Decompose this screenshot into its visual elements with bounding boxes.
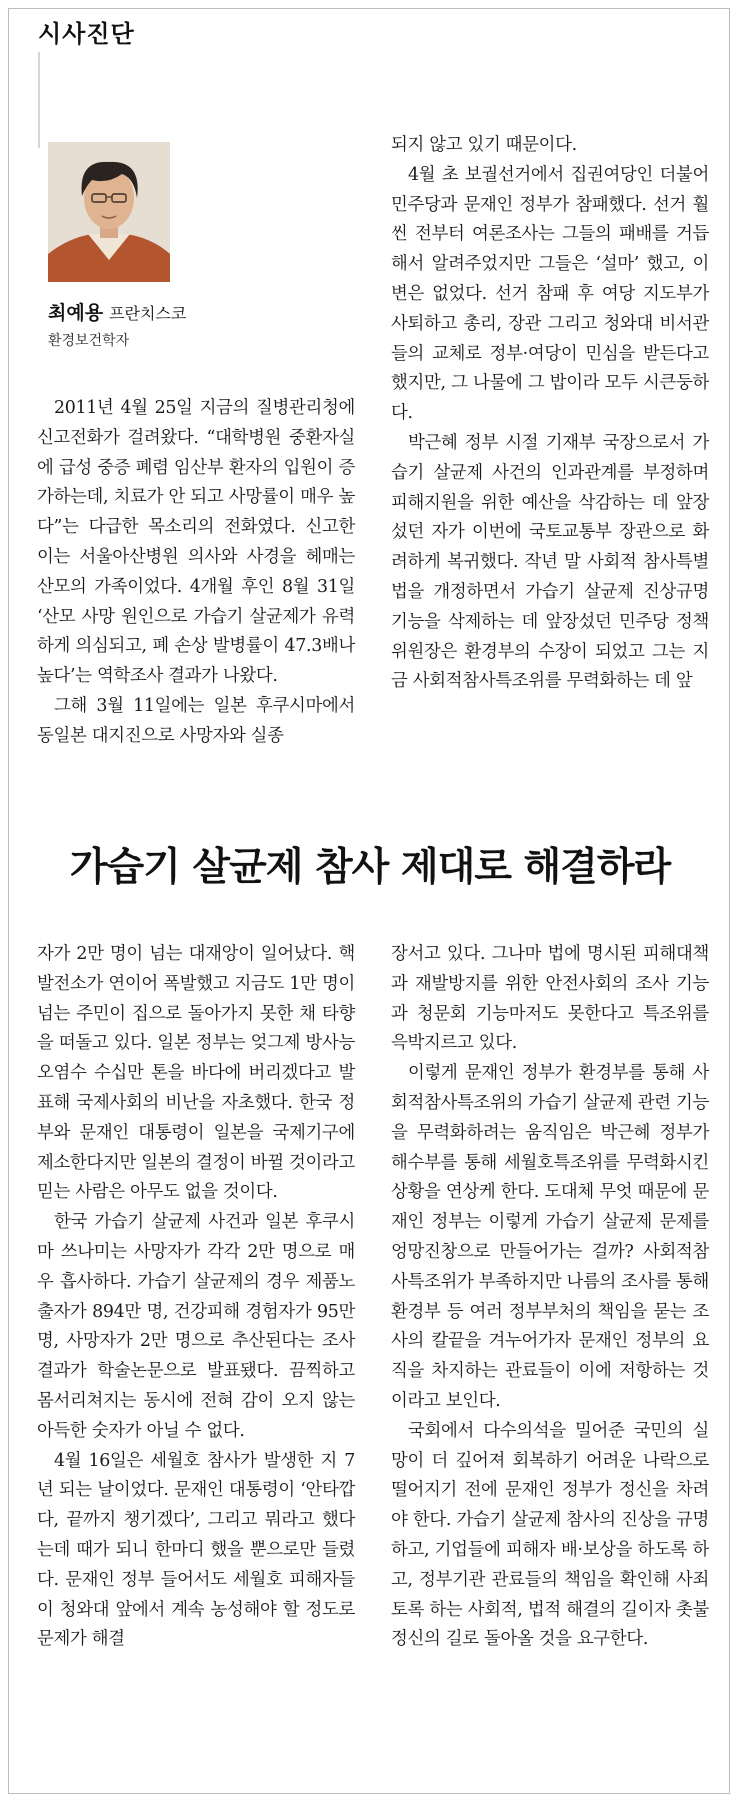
paragraph: 장서고 있다. 그나마 법에 명시된 피해대책과 재발방지를 위한 안전사회의 조사 기능과 청문회 기능마저도 못한다고 특조위를 윽박지르고 있다. [391, 944, 709, 1054]
paragraph: 국회에서 다수의석을 밀어준 국민의 실망이 더 깊어져 회복하기 어려운 나락으로 떨어지기 전에 문재인 정부가 정신을 차려야 한다. 가습기 살균제 참사의 진상을 규명하고, 기업들에 피해자 배·보상을 하도록 하고, 정부기관 관료들의 책임을 확인해 사죄토록 하는 사회적, 법적 해결의 길이자 촛불 정신의 길로 돌아올 것을 요구한다. [391, 1420, 709, 1650]
paragraph: 4월 초 보궐선거에서 집권여당인 더불어민주당과 문재인 정부가 참패했다. 선거 훨씬 전부터 여론조사는 그들의 패배를 거듭해서 알려주었지만 그들은 ‘설마’ 했고, 이변은 없었다. 선거 참패 후 여당 지도부가 사퇴하고 총리, 장관 그리고 청와대 비서관들의 교체로 정부·여당이 민심을 받든다고 했지만, 그 나물에 그 밥이라 모두 시큰둥하다. [391, 164, 709, 424]
article-column-1 [37, 394, 355, 752]
article-column-4 [391, 940, 709, 1655]
paragraph: 4월 16일은 세월호 참사가 발생한 지 7년 되는 날이었다. 문재인 대통령이 ‘안타깝다, 끝까지 챙기겠다’, 그리고 뭐라고 했다는데 때가 되니 한마디 했을 뿐으로만 들렸다. 문재인 정부 들어서도 세월호 피해자들이 청와대 앞에서 계속 농성해야 할 정도로 문제가 해결 [37, 1450, 355, 1650]
author-title: 환경보건학자 [48, 333, 130, 349]
divider [38, 52, 40, 148]
author-photo [48, 142, 170, 282]
paragraph: 되지 않고 있기 때문이다. [391, 135, 577, 155]
author-portrait-icon [48, 142, 170, 282]
headline: 가습기 살균제 참사 제대로 해결하라 [69, 844, 671, 890]
paragraph: 자가 2만 명이 넘는 대재앙이 일어났다. 핵발전소가 연이어 폭발했고 지금도 1만 명이 넘는 주민이 집으로 돌아가지 못한 채 타향을 떠돌고 있다. 일본 정부는 엊그제 방사능 오염수 수십만 톤을 바다에 버리겠다고 발표해 국제사회의 비난을 자초했다. 한국 정부와 문재인 대통령이 일본을 국제기구에 제소한다지만 일본의 결정이 바뀔 것이라고 믿는 사람은 아무도 없을 것이다. [37, 944, 355, 1203]
article-column-2 [391, 131, 709, 697]
section-label: 시사진단 [38, 20, 135, 48]
paragraph: 한국 가습기 살균제 사건과 일본 후쿠시마 쓰나미는 사망자가 각각 2만 명으로 매우 흡사하다. 가습기 살균제의 경우 제품노출자가 894만 명, 건강피해 경험자가 95만 명, 사망자가 2만 명으로 추산된다는 조사결과가 학술논문으로 발표됐다. 끔찍하고 몸서리쳐지는 동시에 전혀 감이 오지 않는 아득한 숫자가 아닐 수 없다. [37, 1212, 355, 1441]
article-column-3 [37, 940, 355, 1655]
paragraph: 그해 3월 11일에는 일본 후쿠시마에서 동일본 대지진으로 사망자와 실종 [37, 695, 355, 746]
author-name-text: 최예용 [48, 302, 104, 324]
author-affiliation: 프란치스코 [109, 304, 187, 323]
paragraph: 2011년 4월 25일 지금의 질병관리청에 신고전화가 걸려왔다. “대학병원 중환자실에 급성 중증 폐렴 임산부 환자의 입원이 증가하는데, 치료가 안 되고 사망률이 매우 높다”는 다급한 목소리의 전화였다. 신고한 이는 서울아산병원 의사와 사경을 헤매는 산모의 가족이었다. 4개월 후인 8월 31일 ‘산모 사망 원인으로 가습기 살균제가 유력하게 의심되고, 폐 손상 발병률이 47.3배나 높다’는 역학조사 결과가 나왔다. [37, 398, 355, 687]
paragraph: 박근혜 정부 시절 기재부 국장으로서 가습기 살균제 사건의 인과관계를 부정하며 피해지원을 위한 예산을 삭감하는 데 앞장섰던 자가 이번에 국토교통부 장관으로 화려하게 복귀했다. 작년 말 사회적 참사특별법을 개정하면서 가습기 살균제 진상규명 기능을 삭제하는 데 앞장섰던 민주당 정책위원장은 환경부의 수장이 되었고 그는 지금 사회적참사특조위를 무력화하는 데 앞 [391, 432, 709, 692]
paragraph: 이렇게 문재인 정부가 환경부를 통해 사회적참사특조위의 가습기 살균제 관련 기능을 무력화하려는 움직임은 박근혜 정부가 해수부를 통해 세월호특조위를 무력화시킨 상황을 연상케 한다. 도대체 무엇 때문에 문재인 정부는 이렇게 가습기 살균제 문제를 엉망진창으로 만들어가는 걸까? 사회적참사특조위가 부족하지만 나름의 조사를 통해 환경부 등 여러 정부부처의 책임을 묻는 조사의 칼끝을 겨누어가자 문재인 정부의 요직을 차지하는 관료들이 이에 저항하는 것이라고 보인다. [391, 1063, 709, 1411]
author-name [48, 298, 186, 325]
